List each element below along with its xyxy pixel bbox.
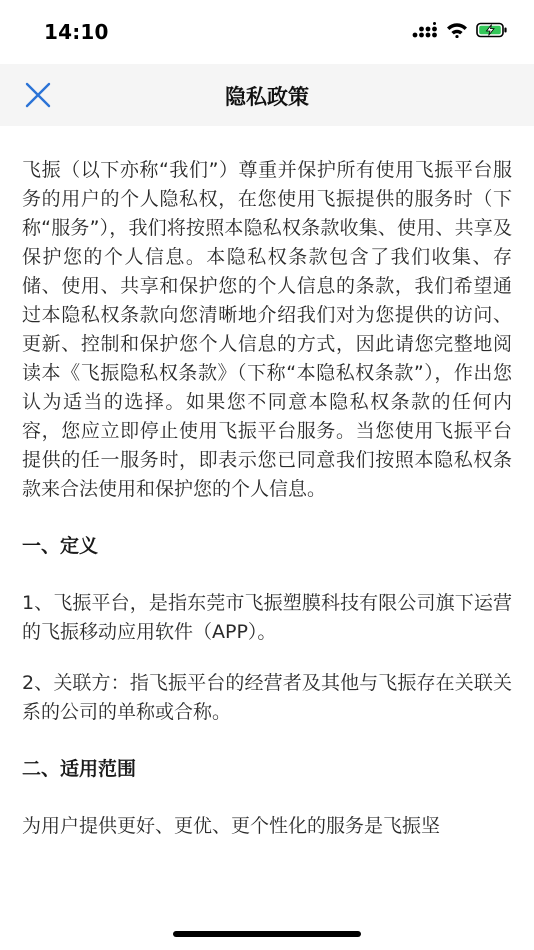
section-heading-definition: 一、定义 <box>22 535 99 557</box>
wifi-icon <box>446 22 468 38</box>
status-bar <box>0 0 534 64</box>
nav-bar <box>0 64 534 126</box>
page-title: 隐私政策 <box>225 85 309 109</box>
definition-item-1: 1、飞振平台，是指东莞市飞振塑膜科技有限公司旗下运营的飞振移动应用软件（APP）。 <box>22 592 512 643</box>
status-time: 14:10 <box>44 20 109 44</box>
definition-item-2: 2、关联方：指飞振平台的经营者及其他与飞振存在关联关系的公司的单称或合称。 <box>22 672 512 723</box>
policy-content[interactable] <box>22 156 512 841</box>
intro-paragraph: 飞振（以下亦称“我们”）尊重并保护所有使用飞振平台服务的用户的个人隐私权，在您使用飞振提供的服务时（下称“服务”），我们将按照本隐私权条款收集、使用、共享及保护您的个人信息。本隐私权条款包含了我们收集、存储、使用、共享和保护您的个人信息的条款，我们希望通过本隐私权条款向您清晰地介绍我们对为您提供的访问、更新、控制和保护您个人信息的方式，因此请您完整地阅读本《飞振隐私权条款》（下称“本隐私权条款”），作出您认为适当的选择。如果您不同意本隐私权条款的任何内容，您应立即停止使用飞振平台服务。当您使用飞振平台提供的任一服务时，即表示您已同意我们按照本隐私权条款来合法使用和保护您的个人信息。 <box>22 159 512 500</box>
status-icons <box>412 22 508 38</box>
scope-paragraph: 为用户提供更好、更优、更个性化的服务是飞振坚 <box>22 815 441 837</box>
battery-charging-icon <box>476 22 508 38</box>
home-indicator <box>173 931 361 937</box>
section-heading-scope: 二、适用范围 <box>22 758 137 780</box>
cellular-signal-icon <box>412 22 438 38</box>
